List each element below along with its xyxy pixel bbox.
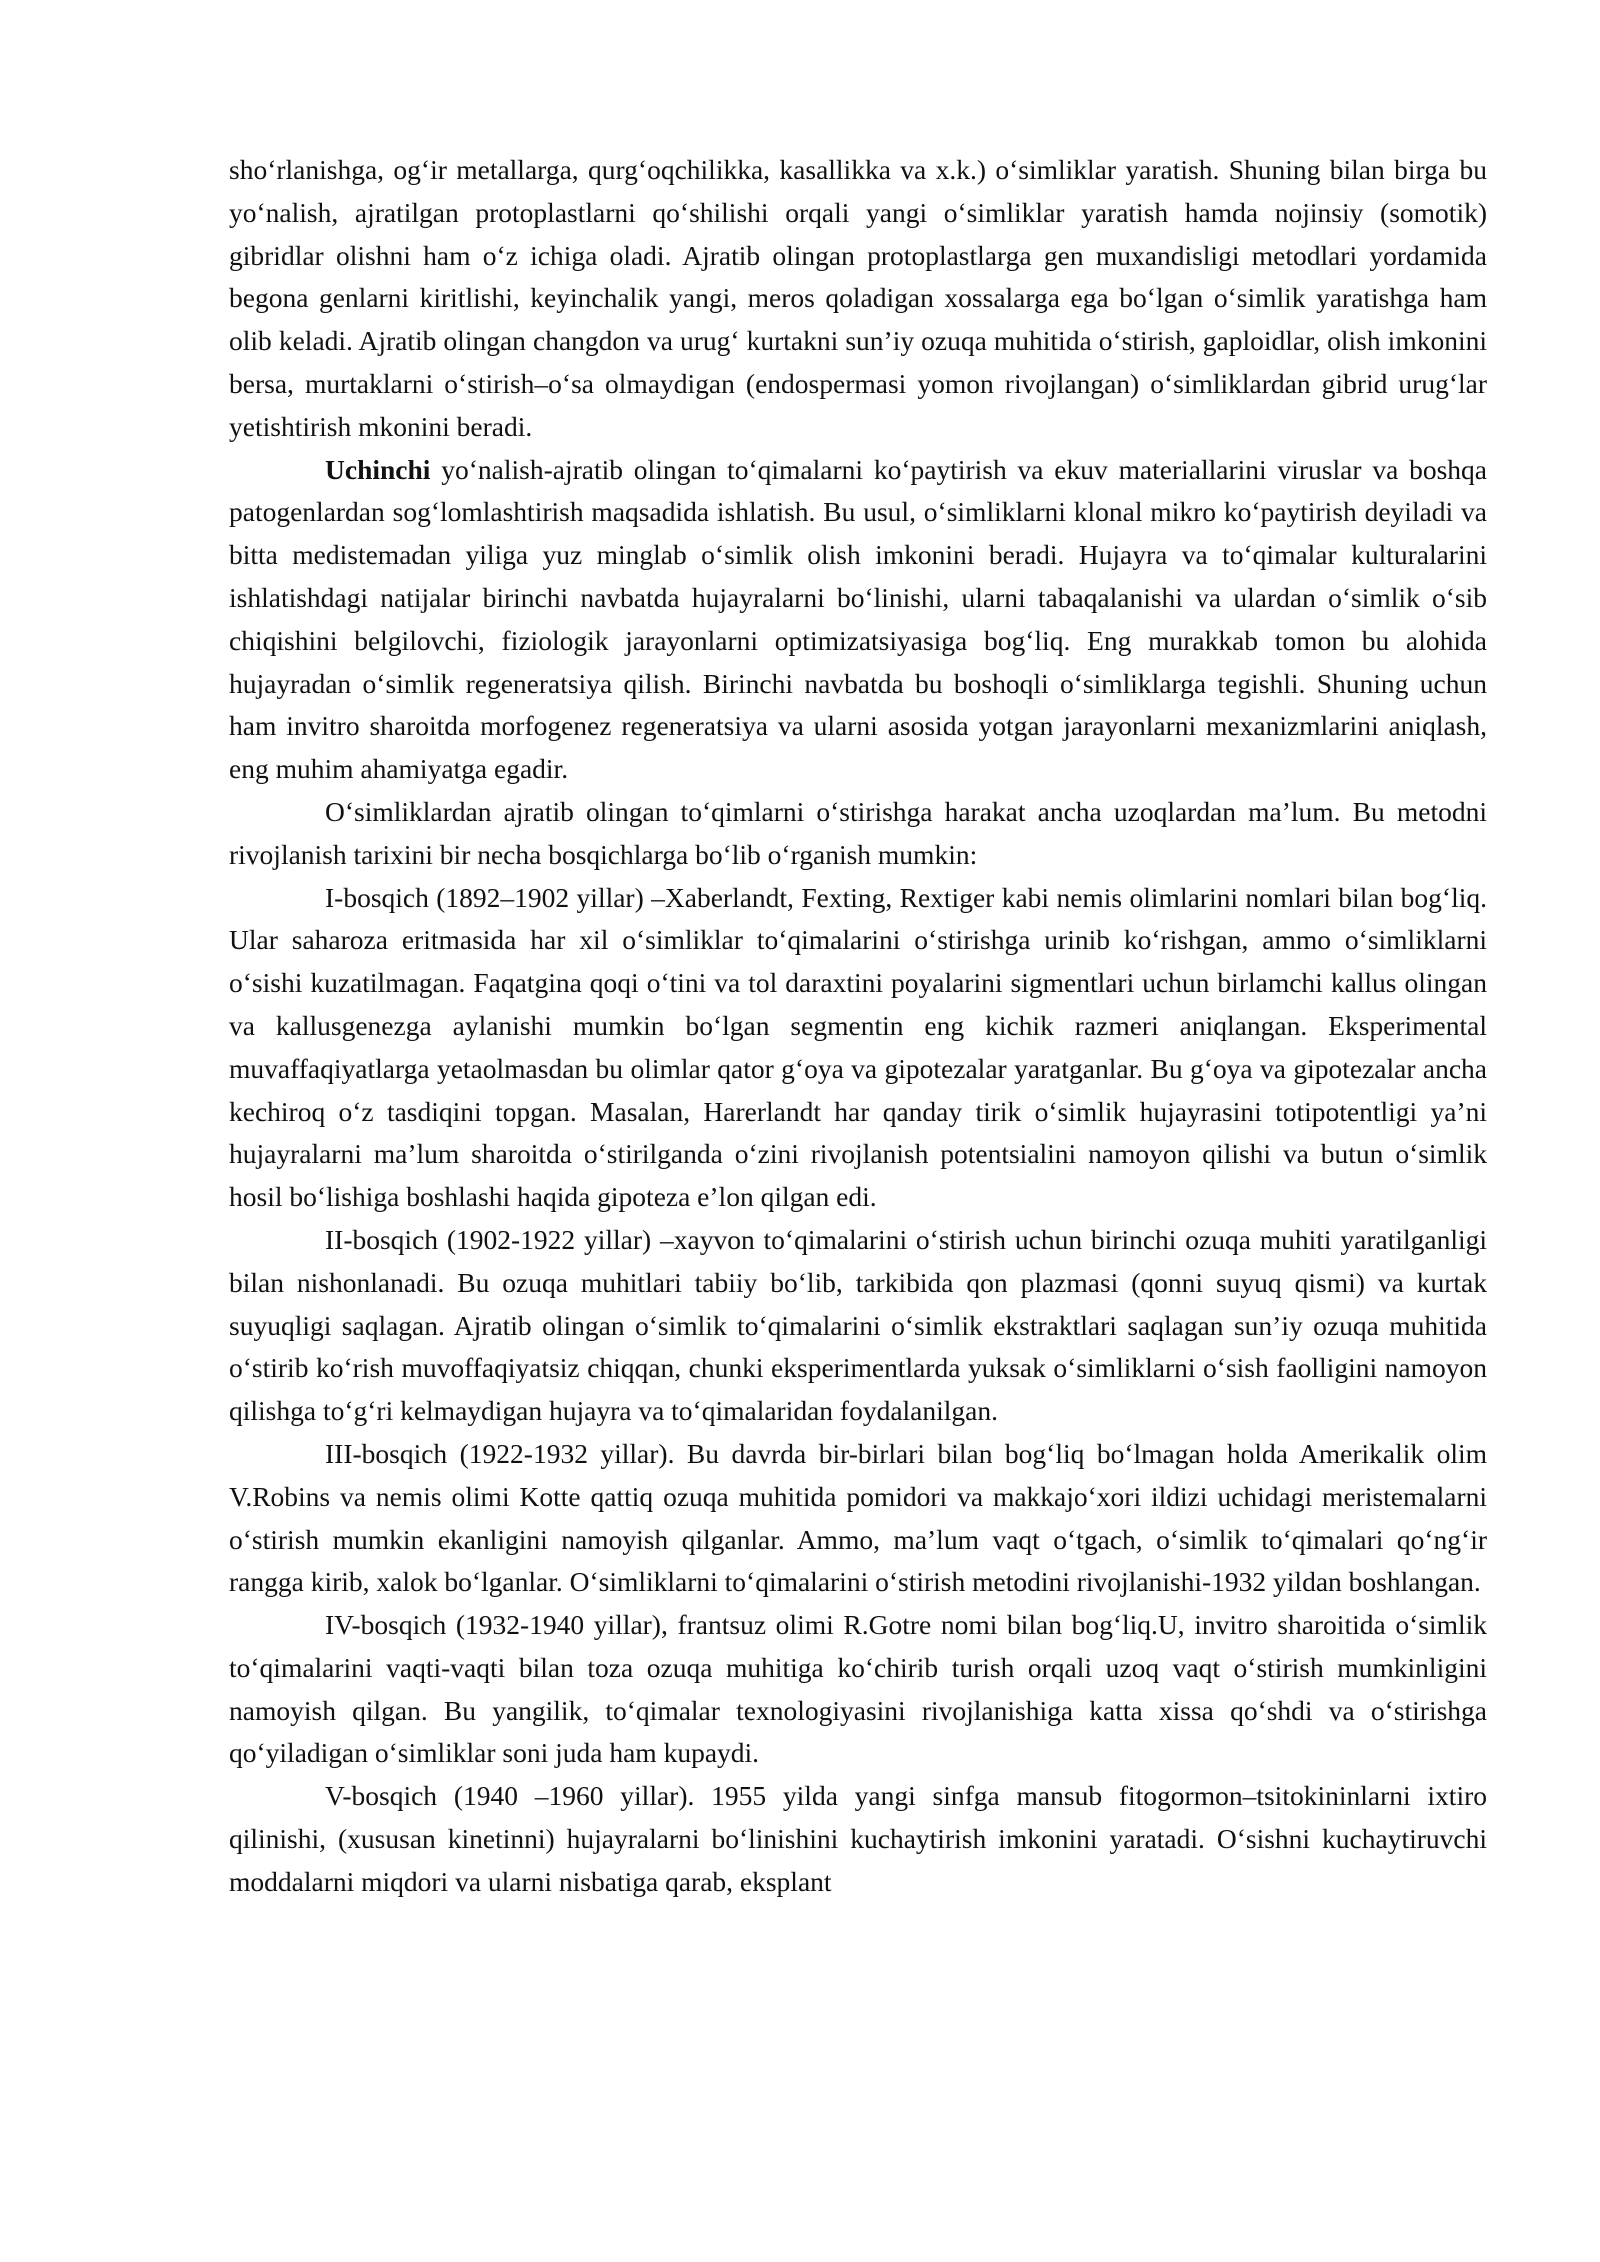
paragraph-stage-3-text: III-bosqich (1922-1932 yillar). Bu davrda bir-birlari bilan bog‘liq bo‘lmagan holda Amerikalik olim V.Robins va nemis olimi Kotte qattiq ozuqa muhitida pomidori va makkajo‘xori ildizi uchidagi meristemalarni o‘stirish mumkin ekanligini namoyish qilganlar. Ammo, ma’lum vaqt o‘tgach, o‘simlik to‘qimalari qo‘ng‘ir rangga kirib, xalok bo‘lganlar. O‘simliklarni to‘qimalarini o‘stirish metodini rivojlanishi-1932 yildan boshlangan. [229, 1437, 1487, 1598]
paragraph-stage-2-text: II-bosqich (1902-1922 yillar) –xayvon to‘qimalarini o‘stirish uchun birinchi ozuqa muhiti yaratilganligi bilan nishonlanadi. Bu ozuqa muhitlari tabiiy bo‘lib, tarkibida qon plazmasi (qonni suyuq qismi) va kurtak suyuqligi saqlagan. Ajratib olingan o‘simlik to‘qimalarini o‘simlik ekstraktlari saqlagan sun’iy ozuqa muhitida o‘stirib ko‘rish muvoffaqiyatsiz chiqqan, chunki eksperimentlarda yuksak o‘simliklarni o‘sish faolligini namoyon qilishga to‘g‘ri kelmaydigan hujayra va to‘qimalaridan foydalanilgan. [229, 1223, 1487, 1427]
paragraph-stage-1 [229, 877, 1487, 1219]
paragraph-2 [229, 449, 1487, 791]
paragraph-stage-1-text: I-bosqich (1892–1902 yillar) –Xaberlandt, Fexting, Rextiger kabi nemis olimlarini nomlari bilan bog‘liq. Ular saharoza eritmasida har xil o‘simliklar to‘qimalarini o‘stirishga urinib ko‘rishgan, ammo o‘simliklarni o‘sishi kuzatilmagan. Faqatgina qoqi o‘tini va tol daraxtini poyalarini sigmentlari uchun birlamchi kallus olingan va kallusgenezga aylanishi mumkin bo‘lgan segmentin eng kichik razmeri aniqlangan. Eksperimental muvaffaqiyatlarga yetaolmasdan bu olimlar qator g‘oya va gipotezalar yaratganlar. Bu g‘oya va gipotezalar ancha kechiroq o‘z tasdiqini topgan. Masalan, Harerlandt har qanday tirik o‘simlik hujayrasini totipotentligi ya’ni hujayralarni ma’lum sharoitda o‘stirilganda o‘zini rivojlanish potentsialini namoyon qilishi va butun o‘simlik hosil bo‘lishiga boshlashi haqida gipoteza e’lon qilgan edi. [229, 881, 1487, 1213]
paragraph-1-text: sho‘rlanishga, og‘ir metallarga, qurg‘oqchilikka, kasallikka va x.k.) o‘simliklar yaratish. Shuning bilan birga bu yo‘nalish, ajratilgan protoplastlarni qo‘shilishi orqali yangi o‘simliklar yaratish hamda nojinsiy (somotik) gibridlar olishni ham o‘z ichiga oladi. Ajratib olingan protoplastlarga gen muxandisligi metodlari yordamida begona genlarni kiritlishi, keyinchalik yangi, meros qoladigan xossalarga ega bo‘lgan o‘simlik yaratishga ham olib keladi. Ajratib olingan changdon va urug‘ kurtakni sun’iy ozuqa muhitida o‘stirish, gaploidlar, olish imkonini bersa, murtaklarni o‘stirish–o‘sa olmaydigan (endospermasi yomon rivojlangan) o‘simliklardan gibrid urug‘lar yetishtirish mkonini beradi. [229, 154, 1487, 442]
paragraph-stage-5-text: V-bosqich (1940 –1960 yillar). 1955 yilda yangi sinfga mansub fitogormon–tsitokininlarni ixtiro qilinishi, (xususan kinetinni) hujayralarni bo‘linishini kuchaytirish imkonini yaratadi. O‘sishni kuchaytiruvchi moddalarni miqdori va ularni nisbatiga qarab, eksplant [229, 1780, 1487, 1897]
paragraph-1 [229, 149, 1487, 449]
paragraph-2-lead: Uchinchi [325, 453, 431, 485]
paragraph-3 [229, 791, 1487, 877]
paragraph-stage-3 [229, 1433, 1487, 1604]
paragraph-2-text: yo‘nalish-ajratib olingan to‘qimalarni ko‘paytirish va ekuv materiallarini viruslar va boshqa patogenlardan sog‘lomlashtirish maqsadida ishlatish. Bu usul, o‘simliklarni klonal mikro ko‘paytirish deyiladi va bitta medistemadan yiliga yuz minglab o‘simlik olish imkonini beradi. Hujayra va to‘qimalar kulturalarini ishlatishdagi natijalar birinchi navbatda hujayralarni bo‘linishi, ularni tabaqalanishi va ulardan o‘simlik o‘sib chiqishini belgilovchi, fiziologik jarayonlarni optimizatsiyasiga bog‘liq. Eng murakkab tomon bu alohida hujayradan o‘simlik regeneratsiya qilish. Birinchi navbatda bu boshoqli o‘simliklarga tegishli. Shuning uchun ham invitro sharoitda morfogenez regeneratsiya va ularni asosida yotgan jarayonlarni mexanizmlarini aniqlash, eng muhim ahamiyatga egadir. [229, 453, 1487, 785]
paragraph-stage-2 [229, 1219, 1487, 1433]
paragraph-stage-4-text: IV-bosqich (1932-1940 yillar), frantsuz olimi R.Gotre nomi bilan bog‘liq.U, invitro sharoitida o‘simlik to‘qimalarini vaqti-vaqti bilan toza ozuqa muhitiga ko‘chirib turish orqali uzoq vaqt o‘stirish mumkinligini namoyish qilgan. Bu yangilik, to‘qimalar texnologiyasini rivojlanishiga katta xissa qo‘shdi va o‘stirishga qo‘yiladigan o‘simliklar soni juda ham kupaydi. [229, 1609, 1487, 1769]
document-page [229, 149, 1487, 1904]
paragraph-3-text: O‘simliklardan ajratib olingan to‘qimlarni o‘stirishga harakat ancha uzoqlardan ma’lum. Bu metodni rivojlanish tarixini bir necha bosqichlarga bo‘lib o‘rganish mumkin: [229, 795, 1487, 870]
paragraph-stage-5 [229, 1775, 1487, 1903]
paragraph-stage-4 [229, 1604, 1487, 1775]
